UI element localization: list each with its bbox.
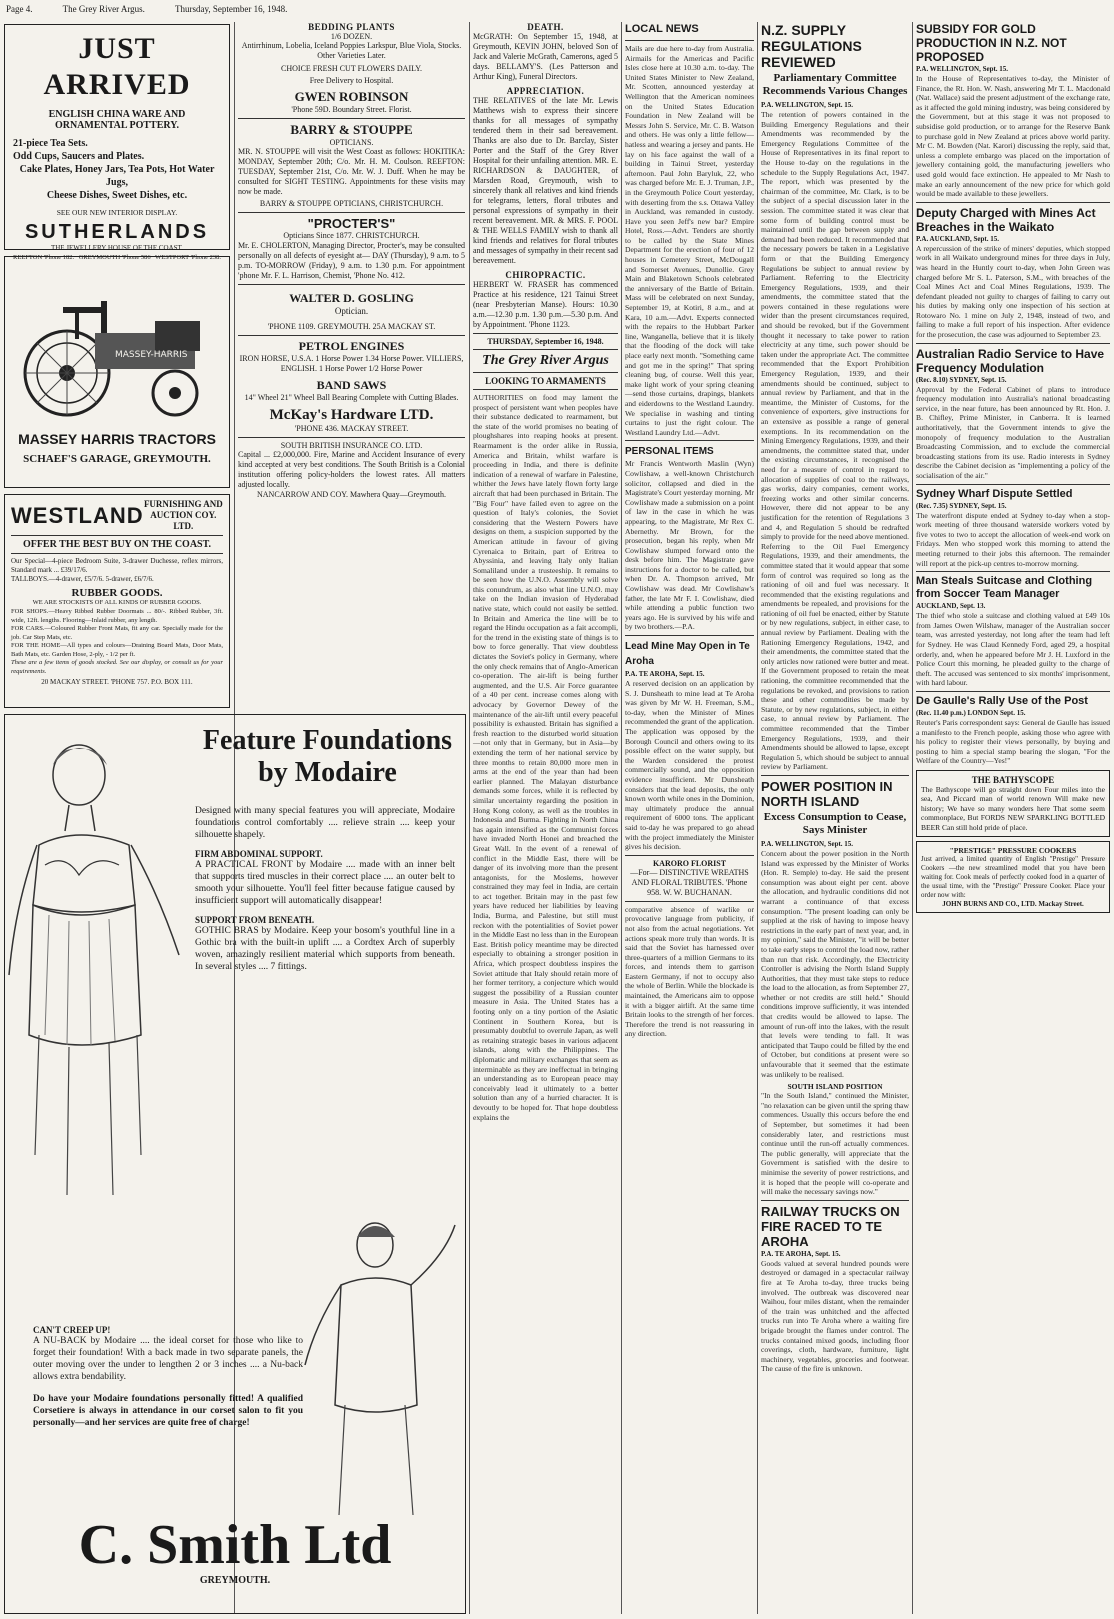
news-column-right: [916, 22, 1110, 1614]
section-heading: PERSONAL ITEMS: [625, 446, 714, 458]
editorial-continued: comparative absence of warlike or provocative language from publicity, if not also from the actual negotiations. Yet actions speak more truly than words. It is said that the Soviet has harnessed over three-quarters of a million Germans to its forces, and intends them to garrison Eastern Germany, if not to occupy also the whole of Berlin. While the blockade is maintained, the Americans aim to oppose it with a bigger airlift. At the same time Britain looks to the strength of her forces. Therefore the trend is not reassuring in any direction.: [625, 904, 754, 1039]
tractor-decal: MASSEY-HARRIS: [115, 350, 188, 360]
article-text: A reserved decision on an application by S. J. Dunsheath to mine lead at Te Aroha was given by Mr W. H. Freeman, S.M., to-day, when the Minister of Mines recommended the grant of the application. The application was opposed by the Borough Council and others owing to its possible effect on the water supply, but the Warden considered the protest commercially sound, and the opposition evidence insufficient. Mr Dunsheath considers that the lead deposits, the only known worth while ones in the Dominion, may ultimately produce the annual requirement of 6000 tons. The applicant said to-day he was prepared to go ahead with the project immediately the Minister gives his decision.: [625, 679, 754, 852]
article-headline: Man Steals Suitcase and Clothing from Soccer Team Manager: [916, 575, 1093, 601]
column-rule: [469, 22, 470, 1614]
ad-heading: "PROCTER'S": [307, 216, 396, 231]
ad-headline: by Modaire: [258, 757, 397, 788]
article-headline: Lead Mine May Open in Te Aroha: [625, 641, 750, 668]
column-rule: [757, 22, 758, 1614]
ad-heading: WALTER D. GOSLING: [289, 291, 414, 305]
ad-text: Just arrived, a limited quantity of English "Prestige" Pressure Cookers —the new streamlined model that you have been waiting for. Cook meals of perfectly cooked food in a quarter of the usual time, with the "Prestige" Pressure Cooker. Place your order now with:: [921, 855, 1105, 900]
ad-paragraph: A NU-BACK by Modaire .... the ideal corset for those who like to forget their foundation! With a back made in two separate panels, the outer moving over the under to lengthen 2 or 3 inches .... a Nu-back allows extra bendability.: [33, 1336, 303, 1382]
stockists-line: WE ARE STOCKISTS OF ALL KINDS OF RUBBER GOODS.: [32, 599, 202, 606]
ad-paragraph: GOTHIC BRAS by Modaire. Keep your bosom's youthful line in a Gothic bra with the built-in uplift .... a Cordtex Arch of superbly woven, amazingly resilient material which supports from beneath. In several styles .... 7 fittings.: [195, 926, 455, 972]
article-headline: Deputy Charged with Mines Act Breaches in the Waikato: [916, 205, 1096, 234]
ad-headline: JUST ARRIVED: [43, 32, 191, 101]
article-headline: Sydney Wharf Dispute Settled: [916, 487, 1073, 500]
paper-name: The Grey River Argus.: [62, 4, 145, 14]
ad-price: 1/6 DOZEN.: [330, 32, 373, 41]
article-headline: RAILWAY TRUCKS ON FIRE RACED TO TE AROHA: [761, 1203, 900, 1249]
ad-subheading: OPTICIANS.: [329, 138, 374, 147]
article-dateline: (Rec. 11.40 p.m.) LONDON Sept. 15.: [916, 708, 1026, 717]
news-text: Mails are due here to-day from Australia. Airmails for the Americas and Pacific Isles close here at 10.30 a.m. to-day. The United States Minister to New Zealand, Mr. Scotten, announced yesterday at Wellington that the American nominees on the United States Education Foundation in New Zealand will be Messrs John S. Service, Mr. C. B. Watson and others. He was only a little fellow—hatless and wearing a jersey and pants. He lay on his face against the wall of a building in Tainui Street, yesterday afternoon. Paul John Baryluk, 22, who was charged before Mr. E. J. Truman, J.P., in the Greymouth Police Court yesterday, with deserting from the s.s. Ottawa Valley in Auckland, was remanded in custody. Have you seen Jeff's new bar? Empire Hotel, Ross.—Advt. Tenders are shortly to be called by the State Mines Department for the erection of four of 12 houses in Cemetery Street, McDougall and Somerset Avenues, Dunollie. Grey Main and Blaketown Schools celebrated the anniversary of the Battle of Britain. Mass will be celebrated on next Sunday, September 19, at Kotiri, 8 a.m., and at Kara, 10 a.m.—Advt. Experts connected with the repairs to the Hubbart Parker line, Wanganella, believe that it is likely that the flooding of the dock will take place early next month. "Something came and got me in the spring!" That spring cleaning bug, of course. Well this year, make light work of your spring cleaning—send those curtains, drapings, blankets and eiderdowns to the Westland Laundry. We specialise in washing and tinting curtains to just the right colour. The Westland Laundry Ltd.—Advt.: [625, 44, 754, 437]
article-headline: SUBSIDY FOR GOLD PRODUCTION IN N.Z. NOT PROPOSED: [916, 22, 1067, 64]
branch: REEFTON 'Phone 182.: [13, 254, 75, 261]
notice-text: THE RELATIVES of the late Mr. Lewis Matthews wish to express their sincere thanks for all messages of sympathy tendered them in their sad bereavement. Thanks are also due to Dr. Barclay, Sister Porter and the Staff of the Grey River Hospital for their unfailing attention. MR. E. RICHARDSON & DAUGHTER, of Marsden Road, Greymouth, wish to sincerely thank all relatives and kind friends for telegrams, letters, floral tributes and personal expressions of sympathy in their recent bereavement. MR. & MRS. F. POOL & THE WELLS FAMILY wish to thank all kind friends and relatives for floral tributes and messages of sympathy in their recent sad bereavement.: [473, 96, 618, 265]
ad-display-note: SEE OUR NEW INTERIOR DISPLAY.: [56, 208, 178, 217]
offer-line: OFFER THE BEST BUY ON THE COAST.: [22, 539, 212, 550]
ad-heading: BAND SAWS: [316, 378, 387, 392]
article-dateline: AUCKLAND, Sept. 13.: [916, 602, 986, 611]
article-text: The retention of powers contained in the Building Emergency Regulations and their Amendments was recommended by the Emergency Regulations Committee of the House of Representatives in its final report to the House to-day on the regulations in the schedule to the Supply Regulations Act, 1947. The report, which was presented by the chairman of the committee, Mr. Clark, is to be the subject of a special discussion later in the session. The committee stated it was clear that some form of building control must be maintained until the gap between supply and demand had been reduced. It recommended that the necessary powers be taken in a Legislative form or that the Building Emergency Regulations be subject to annual review by Parliament. Referring to the Electricity Emergency Regulations, 1939, and their amendments, the committee stated that the powers contained in these regulations were wider than the present circumstances required, and should be revoked, but if the Government thought it necessary to take power to ration electricity at any time, such power should be taken under the appropriate Act. The committee recommended that the Export Prohibition Emergency Regulation, 1939, and their amendments should be continued, subject to annual review by Parliament, and that in the meantime, the Minister of Customs, for the convenience of exporters, give instructions for an extensive as possible a range of general exemptions. In its recommendation on the Mining Emergency Regulations, 1939, and their amendments, the committee stated that, under the existing circumstances, it recognised the need for a measure of control in regard to allocation of supplies of coal to the railways, gas works, dairy companies, cement works, freezing works and other similar concerns. However, there did not appear to be any justification for the retention of Regulations 3 and 4, and Regulation 5 should be redrafted simply to provide for the need above mentioned. Referring to the Oil Fuel Emergency Regulations, 1939, and their amendments, the committee stated that it would appear that some form of control was required so long as the rationing of oil and fuel was necessary. It recommended that the existing regulations and amendments be repealed, and provisions for the rationing of oil fuel be enacted, either by Statute or by new regulations, subject, in either case, to annual review by Parliament. Dealing with the Rationing Emergency Regulations, 1942, and their amendments, the committee stated that the only articles now rationed were butter and meat. If the Government proposed to retain the meat rationing, the committee recommended that the regulations be revoked, and provisions to ration these and other commodities be made by Statute, or by new regulations, subject, in either case, to annual review by Parliament. The committee recommended that the Timber Emergency Regulations, 1939, and their Amendments should be allowed to lapse, except Regulation 5, which should be subject to annual review by Parliament.: [761, 110, 909, 772]
ad-subline: ENGLISH CHINA WARE AND: [48, 109, 186, 120]
ad-subline: ORNAMENTAL POTTERY.: [54, 120, 180, 131]
ad-paragraph: A PRACTICAL FRONT by Modaire .... made with an inner belt that supports tired muscles in their correct place .... an outer belt to smooth your silhouette. You'll feel fitter because fatigue caused by insufficient support will automatically disappear!: [195, 860, 455, 906]
article-headline: Australian Radio Service to Have Frequency Modulation: [916, 346, 1105, 375]
ad-text: 'Phone 59D. Boundary Street. Florist.: [291, 105, 412, 114]
ad-heading: GWEN ROBINSON: [294, 89, 409, 104]
ad-item: Cake Plates, Honey Jars, Tea Pots, Hot Water Jugs,: [19, 164, 215, 188]
news-column: [761, 22, 909, 1614]
tractor-ad: [4, 256, 230, 488]
ad-subheading: Opticians Since 1877. CHRISTCHURCH.: [283, 231, 420, 240]
prestige-ad: [916, 841, 1110, 913]
article-dateline: (Rec. 7.35) SYDNEY, Sept. 15.: [916, 501, 1007, 510]
ad-heading: PETROL ENGINES: [298, 339, 405, 353]
ad-text: 14" Wheel 21" Wheel Ball Bearing Complete with Cutting Blades.: [244, 393, 459, 402]
article-dateline: P.A. WELLINGTON, Sept. 15.: [916, 65, 1009, 73]
tractor-dealer: SCHAEF'S GARAGE, GREYMOUTH.: [23, 453, 211, 465]
page-number: Page 4.: [6, 4, 33, 14]
store-tagline: THE JEWELLERY HOUSE OF THE COAST.: [50, 244, 184, 252]
store-name: SUTHERLANDS: [24, 221, 210, 243]
tractor-illustration: [5, 261, 227, 431]
editorial-date: THURSDAY, September 16, 1948.: [487, 337, 604, 346]
tractor-title: MASSEY HARRIS TRACTORS: [18, 431, 216, 447]
paper-masthead: The Grey River Argus: [482, 353, 609, 368]
ad-item: 21-piece Tea Sets.: [13, 138, 88, 149]
cars-offer: FOR CARS.—Coloured Rubber Front Mats, fit any car. Specially made for the job. Car Step Mats, etc.: [11, 625, 223, 641]
article-subheading: SOUTH ISLAND POSITION: [787, 1082, 883, 1092]
notice-heading: DEATH.: [527, 22, 564, 32]
article-dateline: P.A. TE AROHA, Sept. 15.: [625, 670, 705, 679]
article-text: "In the South Island," continued the Minister, "no relaxation can be given until the spring thaw commences. Usually this occurs before the end of September, but sometimes it had been considerably later, and restrictions must continue until the run-off actually commences. The public generally, will appreciate that the Government is satisfied with the desire to minimise the severity of power restrictions, and it is hoped that the people will co-operate and will make the necessary savings now.": [761, 1091, 909, 1197]
notices-editorial-column: [473, 22, 618, 1614]
news-text: Mr Francis Wentworth Maslin (Wyn) Cowlishaw, a well-known Christchurch solicitor, collapsed and died in the Magistrate's Court yesterday morning. Mr Cowlishaw made a submission on a point of law in the case in which he was appearing, to the Magistrate, Mr Rex C. Abernethy. Mr Brown, for the prosecution, began his reply, when Mr Cowlishaw slumped forward onto the desk before him. The Magistrate gave instructions for a doctor to be called, but when Dr. A. Thompson arrived, Mr Cowlishaw was dead. Mr Cowlishaw's father, the late Mr F. I. Cowlishaw, died while attending a public function two years ago. He is survived by his wife and by two brothers.—P.A.: [625, 459, 754, 632]
ad-heading: "PRESTIGE" PRESSURE COOKERS: [949, 846, 1077, 856]
ad-headline: Feature Foundations: [202, 725, 453, 756]
stock-note: These are a few items of goods stocked. See our display, or consult us for your requirements.: [11, 659, 223, 675]
ad-text: Capital ... £2,000,000. Fire, Marine and Accident Insurance of every kind accepted at very best conditions. The South British is a Colonial institution offering policy-holders the lowest rates. All matters adjusted locally.: [238, 450, 465, 489]
ad-text: Free Delivery to Hospital.: [309, 76, 394, 85]
shops-offer: FOR SHOPS.—Heavy Ribbed Rubber Doormats ... 80/-. Ribbed Rubber, 3ft. wide, 12ft. lengths. Flooring—Inlaid rubber, any length.: [11, 608, 223, 624]
branch: WESTPORT 'Phone 238.: [155, 254, 221, 261]
store-town: GREYMOUTH.: [199, 1575, 271, 1586]
section-heading: LOCAL NEWS: [625, 23, 699, 35]
ad-text: Antirrhinum, Lobelia, Iceland Poppies Larkspur, Blue Viola, Stocks. Other Varieties Later.: [241, 41, 462, 60]
sutherlands-ad: [4, 24, 230, 261]
article-headline: De Gaulle's Rally Use of the Post: [916, 694, 1088, 707]
article-dateline: (Rec. 8.10) SYDNEY, Sept. 15.: [916, 375, 1007, 384]
article-text: A repercussion of the strike of miners' deputies, which stopped work in all Waikato underground mines for three days in July, was heard in the Huntly court to-day, when John Green was charged before Mr S. L. Paterson, S.M., with breaches of the Coal Mines Act and Coal Mines Regulations, 1939. The defendant pleaded not guilty to charges of failing to carry out his duties by making only one inspection of his section at Rotowaro No. 1 mine on July 2, 1948, instead of two, and failing to make a full report of his inspection. After evidence for the prosecution, the case was adjourned to September 23.: [916, 243, 1110, 340]
home-offer: FOR THE HOME—All types and colours—Draining Board Mats, Door Mats, Bath Mats, etc. Garden Hose, 2-ply, - 1/2 per ft.: [11, 642, 223, 658]
branch: GREYMOUTH 'Phone 586: [78, 254, 151, 261]
ad-text: NANCARROW AND COY. Mawhera Quay—Greymouth.: [256, 490, 447, 499]
ad-text: 'PHONE 436. MACKAY STREET.: [294, 424, 409, 433]
column-rule: [621, 22, 622, 1614]
article-dateline: P.A. TE AROHA, Sept. 15.: [761, 1249, 841, 1258]
ad-text: —For— DISTINCTIVE WREATHS AND FLORAL TRIBUTES. 'Phone 958. W. W. BUCHANAN.: [630, 867, 749, 897]
article-text: The waterfront dispute ended at Sydney to-day when a stop-work meeting of three thousand waterside workers voted by five votes to two to accept the allocation of week-end work on Fridays. Men who stopped work this morning to attend the meeting returned to their jobs this afternoon. The remainder will report at the pick-up centres to-morrow morning.: [916, 510, 1110, 568]
store-desc: FURNISHING AND: [143, 499, 223, 509]
notice-text: HERBERT W. FRASER has commenced Practice at his residence, 121 Tainui Street (near Presbyterian Manse). Hours: 10.30 a.m.—12.30 p.m. 1.30 p.m.—5.30 p.m. And by Appointment. 'Phone 1123.: [473, 280, 618, 329]
tallboys-offer: TALLBOYS.—4-drawer, £5/7/6. 5-drawer, £6/7/6.: [11, 575, 154, 583]
ad-subheading: CAN'T CREEP UP!: [33, 1325, 111, 1335]
article-dateline: P.A. WELLINGTON, Sept. 15.: [761, 839, 854, 848]
store-name: C. Smith Ltd: [78, 1514, 392, 1576]
article-text: Concern about the power position in the North Island was expressed by the Minister of Works (Hon. R. Semple) to-day. He said the present consumption was about eight per cent. above the allocation, and hydraulic conditions did not warrant a continuance of that excess consumption. "The present loading can only be supplied at the risk of having to impose heavy restrictions in the early part of next year, and, in my opinion," said the Minister, "it will be better to take early steps to control the load now, rather than run that risk. Accordingly, the Electricity Controller is advising the North Island Supply Authorities, that they must take steps to reduce the load to the allocation, as from September 27, whether or not credits are still held." Should conditions improve sufficiently, it was intended that credits would be allowed to lapse. The amount of run-off into the lakes, with the result that levels were tending to fall. It was anticipated that Taupo could be filled by the end of October, but conditions at present were so unfavourable that it seemed that the estimate was unlikely to be realised.: [761, 848, 909, 1079]
article-dateline: P.A. AUCKLAND, Sept. 15.: [916, 234, 999, 243]
ad-text: JOHN BURNS AND CO., LTD. Mackay Street.: [942, 900, 1084, 909]
corset-illustration: [9, 735, 189, 1295]
editorial-text: AUTHORITIES on food may lament the prospect of persistent want when peoples have their substance dedicated to rearmament, but the state of the world promises no beating of ploughshares into reaping hooks at present. Rearmament is the order alike in Russia, America and Britain, whilst warfare is proceeding in India, and there is definite indication of a renewal of warfare in Palestine, whither the Jews have lately flown forty large aircraft that had been purchased in Britain. The "Big Four" have failed even to agree on the question of Italy's colonies, the Soviet considering that the Western Powers have designs on them, a suspicion supported by the American attitude in favour of giving Cyrenaica to Britain, part of Eritrea to Abyssinia, and leaving Italy only Italian Somaliland under a trusteeship. It remains to be seen how the U.N.O. Assembly will solve this conundrum, as also what line U.N.O. may take on the Indian invasion of Hyderabad native state, which could not easily be settled. In Britain and America the line will be to regard the Hindu occupation as a fait accompli, for the trend in the existing state of things is to bow to force generally. That view doubtless dictates the Soviet's policy in Germany, where the only check remains that of Anglo-American co-operation. The air-lift is being further augmented, and the U.S. Air Force guarantee of a 40 per cent. increase comes along with advocacy by Governor Dewey of the maintenance of the air-lift until every peaceful possibility is exhausted. Britain has signified a fresh reaction to the disturbed world situation—not only that in Germany, but in Asia—by extending the term of her national service by three months to retain 80,000 more men in arms at the end of the year than had been earlier planned. The Malayan disturbance demands some forces, while it is reflected by similar uncertainty regarding the position in Hong Kong colony, as well as the troubles in Indonesia and Burma. Fighting in North China has again intensified as the Communist forces have invaded North Honei and breached the Great Wall. In the event of a renewal of conflict in the Middle East, there will be danger of its involving more than the present antagonists, for the Moslems, however constrained they may feel in India, are certain to act together. Britain may in the past few years have reduced her liabilities by leaving India, Burma, and Palestine, but still must reckon with the potentialities of Soviet power in the Middle East no less than in the European East. British policy meantime may be directed especially to obtaining a stronger position in Africa, which prospect doubtless inspires the Soviet attitude that Italy should retain more of her former territory, a conjecture which would suggest the possibility of a Russian counter measure in Asia. The United States has a footing only on a tiny portion of the Asiatic Continent in Southern Korea, but is presumably doubtful to overrule Japan, as well as retaining strategic bases in various adjacent islands, along with the Philippines. The diplomatic and military exchanges that seem as interminable as they are ineffectual in bringing an understanding as to European peace may conceivably lead it ultimately to a better solution than any of a hurried character. It is devoutly to be hoped for. That hope doubtless explains the: [473, 393, 618, 1122]
ad-heading: KARORO FLORIST: [652, 858, 727, 868]
page-header: [6, 4, 1106, 20]
article-text: Reuter's Paris correspondent says: General de Gaulle has issued a manifesto to the French people, asking those who agree with his policy to register their views personally, by buying and posting to him a special stamp bearing the slogan, "For the Welfare of the Country—Yes!": [916, 717, 1110, 766]
ad-heading: BARRY & STOUPPE: [290, 122, 413, 137]
store-address: 20 MACKAY STREET. 'PHONE 757. P.O. BOX 111.: [41, 678, 193, 686]
editorial-column: [241, 22, 465, 1614]
ad-text: Mr. E. CHOLERTON, Managing Director, Procter's, may be consulted personally on all defects of eyesight at— DAY (Thursday), 9 a.m. to 5 p.m. TO-MORROW (Friday), 9 a.m. to 1.30 p.m. For appointment 'phone Mr. F. L. Harrison, Chemist, 'Phone No. 412.: [238, 241, 465, 280]
article-dateline: P.A. WELLINGTON, Sept. 15.: [761, 101, 854, 109]
article-subheadline: Parliamentary Committee Recommends Various Changes: [762, 72, 908, 97]
article-text: Approval by the Federal Cabinet of plans to introduce frequency modulation into Australia's national broadcasting service, in the near future, has been announced by Rt. Hon. J. B. Chifley, Prime Minister, in Canberra. It is learned authoritatively, that the Government intends to give the monopoly of frequency modulation to the Australian Broadcasting Commission, and to exclude the commercial broadcasting stations from its use. Radio interests in Sydney describe the Cabinet decision as "implementing a policy of the socialisation of the air.": [916, 384, 1110, 480]
rubber-heading: RUBBER GOODS.: [71, 587, 163, 599]
store-desc: AUCTION COY. LTD.: [150, 510, 217, 531]
special-offer: Our Special—4-piece Bedroom Suite, 3-drawer Duchesse, reflex mirrors, Standard mark ... £39/17/6.: [11, 557, 223, 574]
ad-subheading: SUPPORT FROM BENEATH.: [195, 915, 315, 925]
ad-text: MR. N. STOUPPE will visit the West Coast as follows: HOKITIKA: MONDAY, September 20th; C/o. Mr. H. M. Coulson. REEFTON: TUESDAY, September 21st, C/o. Mr. W. J. Duff. When he may be consulted for SIGHT TESTING. Appointments for these visits may now be made.: [238, 147, 465, 196]
notice-heading: CHIROPRACTIC.: [505, 270, 586, 280]
column-rule: [912, 22, 913, 1614]
ad-paragraph: Do have your Modaire foundations personally fitted! A qualified Corsetiere is always in attendance in our corset salon to fit you personally—and her services are quite free of charge!: [33, 1394, 303, 1428]
ad-heading: SOUTH BRITISH INSURANCE CO. LTD.: [280, 441, 423, 450]
article-subheadline: Excess Consumption to Cease, Says Minister: [763, 810, 907, 836]
issue-date: Thursday, September 16, 1948.: [175, 4, 288, 14]
ad-heading: McKay's Hardware LTD.: [269, 407, 434, 423]
ad-heading: THE BATHYSCOPE: [971, 774, 1055, 785]
ad-item: Odd Cups, Saucers and Plates.: [13, 151, 145, 162]
ad-item: Cheese Dishes, Sweet Dishes, etc.: [46, 190, 188, 201]
ad-text: BARRY & STOUPPE OPTICIANS, CHRISTCHURCH.: [259, 199, 444, 208]
westland-ad: [4, 494, 230, 708]
notice-text: McGRATH: On September 15, 1948, at Greymouth, KEVIN JOHN, beloved Son of Jack and Valerie McGrath, Camerons, aged 5 days. BELLAMY'S. (Les Patterson and Arthur King), Funeral Directors.: [473, 32, 618, 81]
local-news-column: [625, 22, 754, 1614]
notice-heading: APPRECIATION.: [506, 86, 585, 96]
article-headline: POWER POSITION IN NORTH ISLAND: [761, 778, 893, 809]
store-name: WESTLAND: [11, 502, 144, 528]
bathyscope-ad: [916, 770, 1110, 838]
editorial-title: LOOKING TO ARMAMENTS: [485, 376, 606, 386]
article-text: The thief who stole a suitcase and clothing valued at £49 10s from James Owen Wilshaw, manager of the Australian soccer team, was arrested yesterday, not long after the team had left for Sydney. He was Claud Kennedy Ford, aged 29, a hospital orderly, and, when he appeared before Mr J. H. Luxford in the Police Court this morning, he pleaded guilty to the charge of theft. The accused was sentenced to six months' imprisonment, with hard labour.: [916, 611, 1110, 688]
ad-subheading: Optician.: [334, 306, 369, 316]
ad-text: IRON HORSE, U.S.A. 1 Horse Power 1.34 Horse Power. VILLIERS, ENGLISH. 1 Horse Power 1/2 Horse Power: [239, 354, 464, 373]
article-headline: N.Z. SUPPLY REGULATIONS REVIEWED: [761, 22, 862, 70]
ad-text: 'PHONE 1109. GREYMOUTH. 25A MACKAY ST.: [267, 322, 436, 331]
ad-text: The Bathyscope will go straight down Four miles into the sea, And Piccard man of world renown Will make new history; We have so many wonders here That some seem commonplace, But FORDS NEW SPARKLING BOTTLED BEER Can still hold pride of place.: [921, 784, 1105, 832]
article-text: In the House of Representatives to-day, the Minister of Finance, the Rt. Hon. W. Nash, answering Mr T. L. Macdonald (Nat. Wallace) said the present adjustment of the exchange rate, as it affected the gold mining industry, was being considered by the Government, but at this stage it was not proposed to subsidise gold production, or to arrange for the Reserve Bank to purchase gold in New Zealand at prices above world parity. Mr C. M. Bowden (Nat. Karori) discussing the reply, said that, unless a complete embargo was placed on the importation of jewellery containing gold, the manufacturing jewellers who used gold would face extinction. He appealed to Mr Nash to make an early announcement of the new price for which gold would be made available to these jewellers.: [916, 74, 1110, 199]
ad-heading: BEDDING PLANTS: [308, 22, 395, 32]
ad-subheading: FIRM ABDOMINAL SUPPORT.: [195, 849, 323, 859]
ad-intro: Designed with many special features you will appreciate, Modaire foundations control comfortably .... relieve strain .... keep your silhouette shapely.: [195, 806, 455, 840]
article-text: Goods valued at several hundred pounds were destroyed or damaged in a spectacular railway fire at Te Aroha to-day, three trucks being involved. The outbreak was discovered near Waihou, four miles distant, when the remainder of the train was unhitched and the affected trucks run into Te Aroha where a waiting fire brigade brought the flames under control. The trucks contained mixed goods, including floor coverings, cloth, hardware, furniture, light machinery, vegetables, groceries and footwear. The cause of the fire is unknown.: [761, 1258, 909, 1374]
ad-text: CHOICE FRESH CUT FLOWERS DAILY.: [281, 64, 422, 73]
